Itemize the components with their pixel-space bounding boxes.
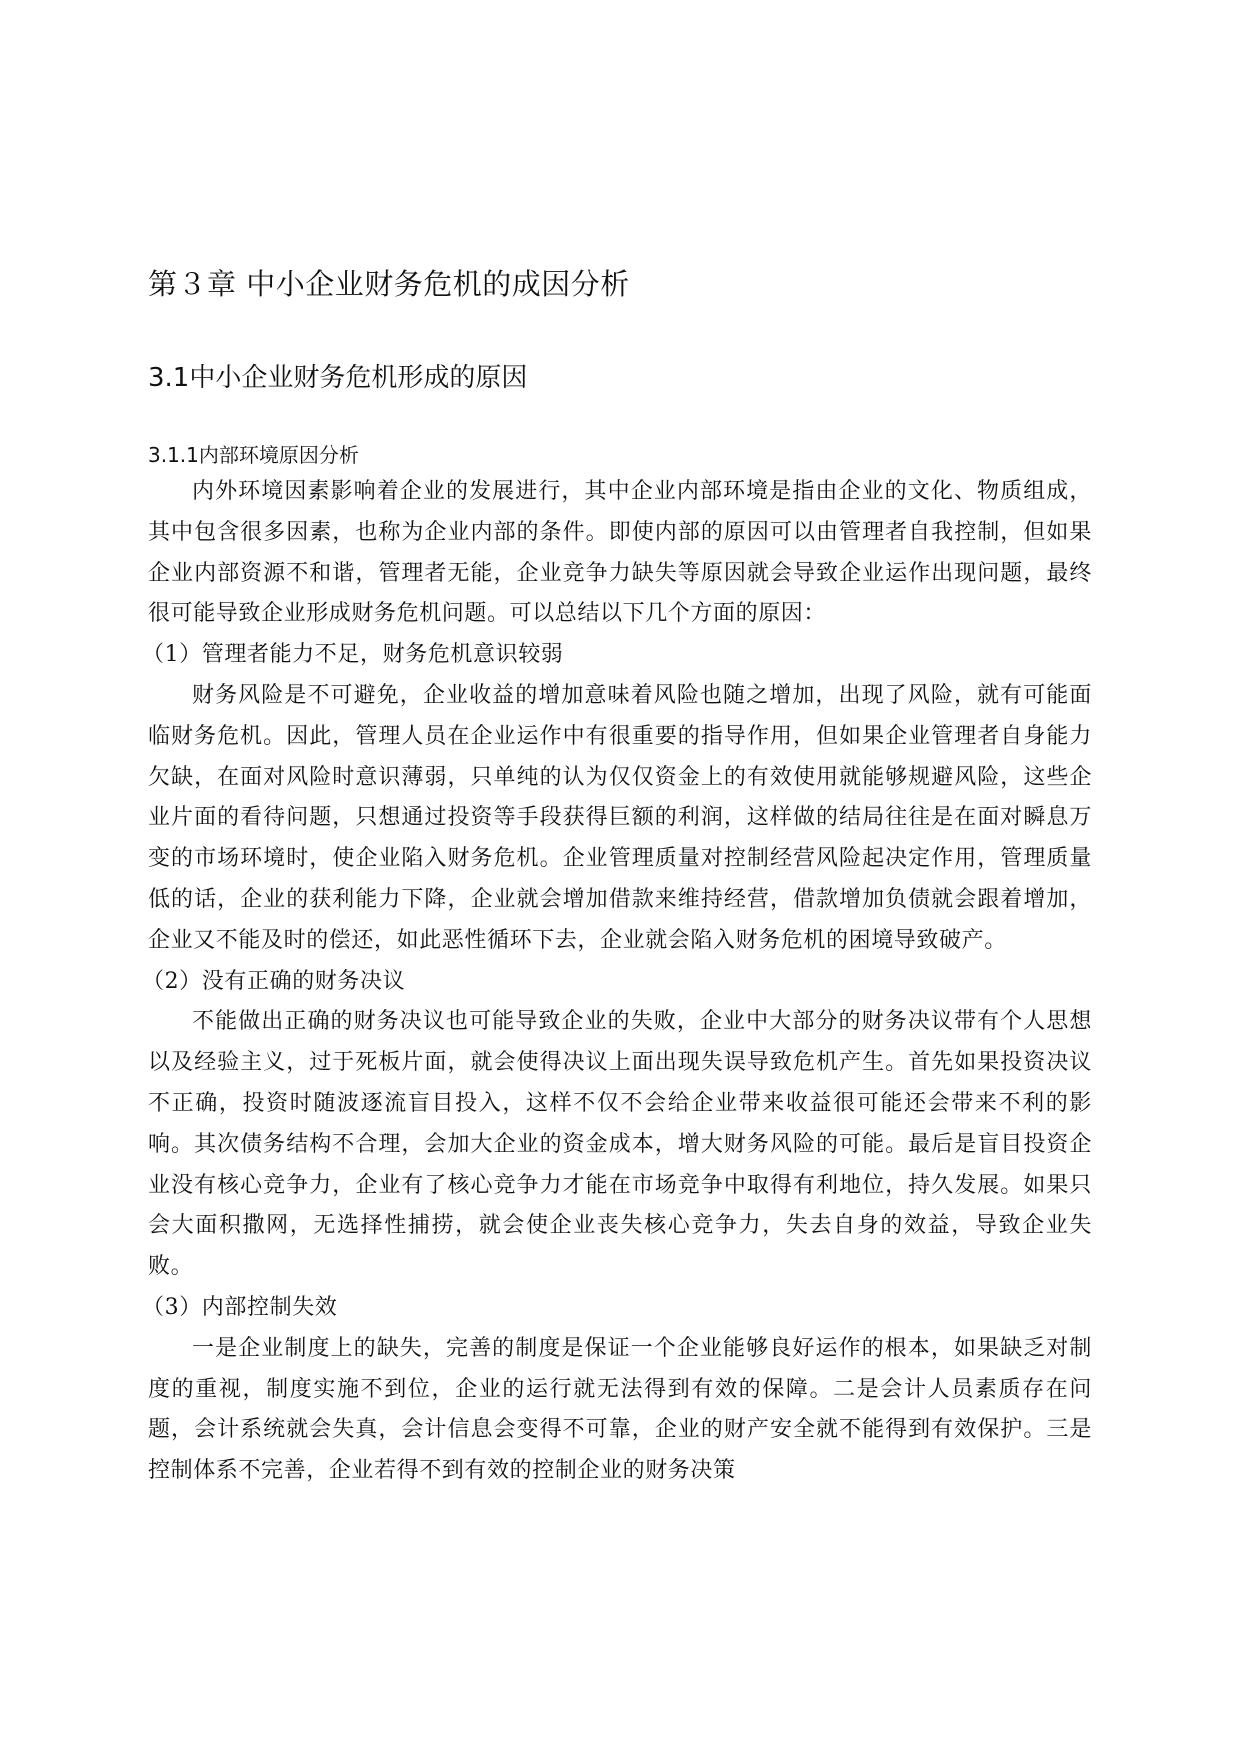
- chapter-title: 第３章 中小企业财务危机的成因分析: [148, 267, 630, 301]
- subsection-title: 3.1.1内部环境原因分析: [148, 443, 359, 467]
- item-heading-2: （2）没有正确的财务决议: [142, 968, 406, 994]
- item-paragraph-1: 财务风险是不可避免，企业收益的增加意味着风险也随之增加，出现了风险，就有可能面临财务危机。因此，管理人员在企业运作中有很重要的指导作用，但如果企业管理者自身能力欠缺，在面对风险时意识薄弱，只单纯的认为仅仅资金上的有效使用就能够规避风险，这些企业片面的看待问题，只想通过投资等手段获得巨额的利润，这样做的结局往往是在面对瞬息万变的市场环境时，使企业陷入财务危机。企业管理质量对控制经营风险起决定作用，管理质量低的话，企业的获利能力下降，企业就会增加借款来维持经营，借款增加负债就会跟着增加，企业又不能及时的偿还，如此恶性循环下去，企业就会陷入财务危机的困境导致破产。: [148, 682, 1092, 953]
- item-heading-1: （1）管理者能力不足，财务危机意识较弱: [142, 642, 564, 668]
- page-content: [142, 262, 1092, 1492]
- section-title: 3.1中小企业财务危机形成的原因: [148, 363, 528, 393]
- item-paragraph-3: 一是企业制度上的缺失，完善的制度是保证一个企业能够良好运作的根本，如果缺乏对制度的重视，制度实施不到位，企业的运行就无法得到有效的保障。二是会计人员素质存在问题，会计系统就会失真，会计信息会变得不可靠，企业的财产安全就不能得到有效保护。三是控制体系不完善，企业若得不到有效的控制企业的财务决策: [148, 1335, 1092, 1484]
- intro-paragraph: 内外环境因素影响着企业的发展进行，其中企业内部环境是指由企业的文化、物质组成，其中包含很多因素，也称为企业内部的条件。即使内部的原因可以由管理者自我控制，但如果企业内部资源不和谐，管理者无能，企业竞争力缺失等原因就会导致企业运作出现问题，最终很可能导致企业形成财务危机问题。可以总结以下几个方面的原因：: [148, 479, 1092, 627]
- item-heading-3: （3）内部控制失效: [142, 1294, 338, 1320]
- item-paragraph-2: 不能做出正确的财务决议也可能导致企业的失败，企业中大部分的财务决议带有个人思想以及经验主义，过于死板片面，就会使得决议上面出现失误导致危机产生。首先如果投资决议不正确，投资时随波逐流盲目投入，这样不仅不会给企业带来收益很可能还会带来不利的影响。其次债务结构不合理，会加大企业的资金成本，增大财务风险的可能。最后是盲目投资企业没有核心竞争力，企业有了核心竞争力才能在市场竞争中取得有利地位，持久发展。如果只会大面积撒网，无选择性捕捞，就会使企业丧失核心竞争力，失去自身的效益，导致企业失败。: [148, 1009, 1092, 1280]
